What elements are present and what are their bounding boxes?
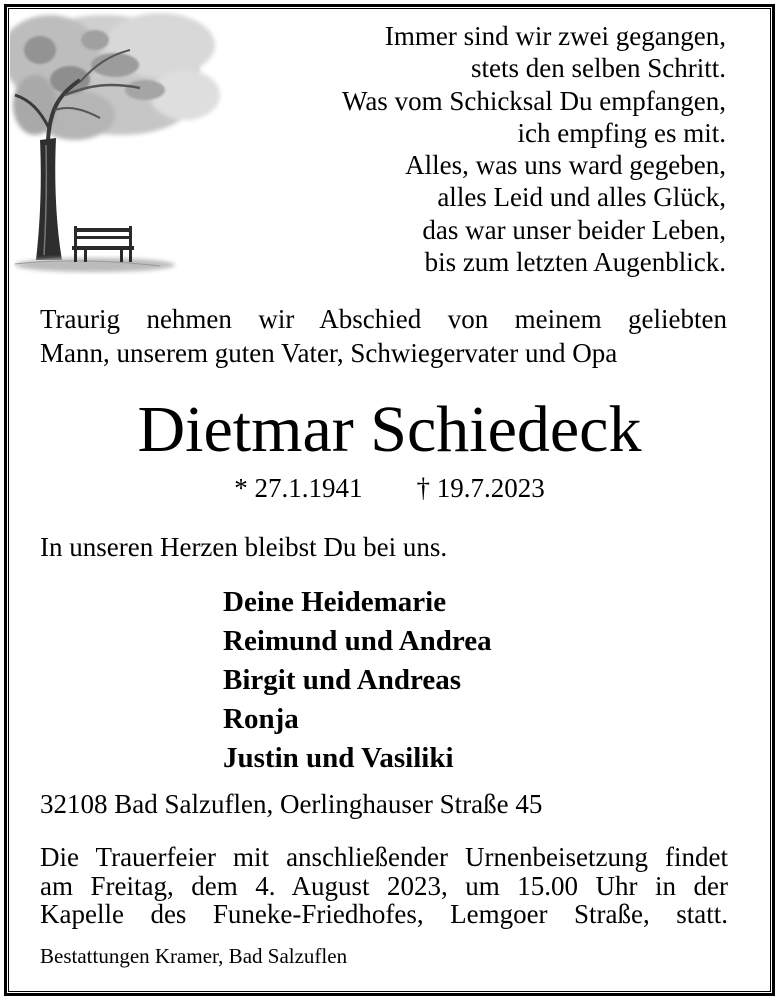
- poem-line: Was vom Schicksal Du empfangen,: [342, 85, 726, 116]
- service-line: Kapelle des Funeke-Friedhofes, Lemgoer Straße, statt.: [40, 899, 728, 929]
- family-list: [223, 583, 492, 778]
- poem-line: Immer sind wir zwei gegangen,: [384, 21, 726, 51]
- service-line: Die Trauerfeier mit anschließender Urnenbeisetzung findet: [40, 842, 728, 872]
- tree-illustration: [10, 10, 225, 280]
- poem-line: stets den selben Schritt.: [471, 53, 726, 84]
- family-member: Justin und Vasiliki: [223, 742, 454, 774]
- closing-line: In unseren Herzen bleibst Du bei uns.: [40, 532, 448, 562]
- poem-line: alles Leid und alles Glück,: [437, 182, 726, 213]
- tree-icon: [10, 13, 220, 272]
- poem-line: bis zum letzten Augenblick.: [424, 247, 726, 278]
- deceased-name: Dietmar Schiedeck: [137, 393, 642, 466]
- family-address: 32108 Bad Salzuflen, Oerlinghauser Straße 45: [40, 789, 543, 819]
- poem-line: das war unser beider Leben,: [422, 214, 726, 245]
- poem-line: ich empfing es mit.: [517, 117, 726, 148]
- death-date: † 19.7.2023: [416, 473, 545, 503]
- birth-date: * 27.1.1941: [234, 473, 363, 503]
- poem: [286, 20, 726, 278]
- intro-line: Mann, unserem guten Vater, Schwiegervater und Opa: [40, 338, 618, 368]
- family-member: Ronja: [223, 703, 299, 735]
- family-member: Deine Heidemarie: [223, 586, 447, 618]
- service-line: am Freitag, dem 4. August 2023, um 15.00 Uhr in der: [40, 870, 728, 901]
- announcement-intro: [40, 302, 727, 370]
- service-info: [40, 843, 728, 929]
- family-member: Birgit und Andreas: [223, 664, 461, 696]
- intro-line: Traurig nehmen wir Abschied von meinem geliebten: [40, 304, 727, 334]
- family-member: Reimund und Andrea: [223, 625, 492, 657]
- life-dates: [0, 472, 779, 504]
- funeral-home: Bestattungen Kramer, Bad Salzuflen: [40, 944, 348, 968]
- poem-line: Alles, was uns ward gegeben,: [405, 150, 726, 181]
- bench-icon: [72, 226, 134, 262]
